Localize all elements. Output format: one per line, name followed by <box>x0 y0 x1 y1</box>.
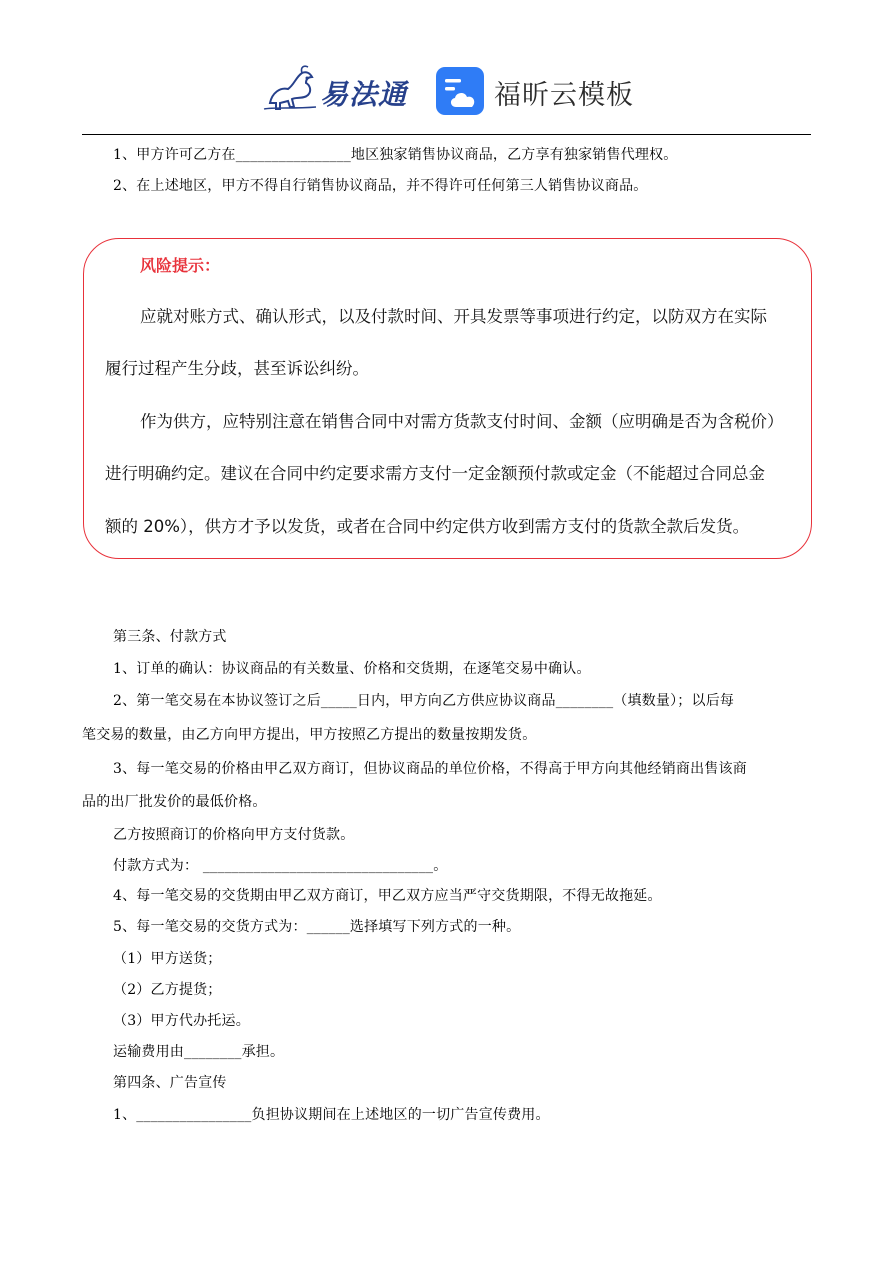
clause-line: 1、订单的确认：协议商品的有关数量、价格和交货期，在逐笔交易中确认。 <box>113 661 591 677</box>
clause-line: 1、________________负担协议期间在上述地区的一切广告宣传费用。 <box>113 1107 550 1123</box>
section-heading: 第四条、广告宣传 <box>113 1075 227 1091</box>
qilin-icon <box>262 63 320 113</box>
risk-notice-line: 履行过程产生分歧，甚至诉讼纠纷。 <box>105 359 369 378</box>
yifatong-logo-text: 易法通 <box>320 78 408 111</box>
risk-notice-line: 应就对账方式、确认形式，以及付款时间、开具发票等事项进行约定，以防双方在实际 <box>140 307 767 326</box>
risk-notice-line: 额的 20%），供方才予以发货，或者在合同中约定供方收到需方支付的货款全款后发货。 <box>105 517 750 536</box>
clause-line: 1、甲方许可乙方在________________地区独家销售协议商品，乙方享有独家销售代理权。 <box>113 147 678 163</box>
clause-line: 3、每一笔交易的价格由甲乙双方商订，但协议商品的单位价格，不得高于甲方向其他经销商出售该商 <box>113 761 747 777</box>
clause-line: 运输费用由________承担。 <box>113 1044 285 1060</box>
yifatong-logo <box>262 63 417 113</box>
foxit-cloud-icon <box>436 67 484 115</box>
risk-notice-line: 作为供方，应特别注意在销售合同中对需方货款支付时间、金额（应明确是否为含税价） <box>140 412 784 431</box>
clause-line: 4、每一笔交易的交货期由甲乙双方商订，甲乙双方应当严守交货期限，不得无故拖延。 <box>113 888 662 904</box>
risk-notice-title: 风险提示： <box>140 256 221 275</box>
clause-line: 笔交易的数量，由乙方向甲方提出，甲方按照乙方提出的数量按期发货。 <box>82 727 537 743</box>
clause-line: 品的出厂批发价的最低价格。 <box>82 794 267 810</box>
risk-notice-line: 进行明确约定。建议在合同中约定要求需方支付一定金额预付款或定金（不能超过合同总金 <box>105 464 765 483</box>
clause-line: 2、第一笔交易在本协议签订之后_____日内，甲方向乙方供应协议商品________（填数量）；以后每 <box>113 693 735 709</box>
header-divider <box>82 134 811 135</box>
section-heading: 第三条、付款方式 <box>113 629 227 645</box>
option-line: （1）甲方送货； <box>113 951 222 967</box>
option-line: （3）甲方代办托运。 <box>113 1013 250 1029</box>
option-line: （2）乙方提货； <box>113 982 222 998</box>
clause-line: 乙方按照商订的价格向甲方支付货款。 <box>113 827 355 843</box>
clause-line: 2、在上述地区，甲方不得自行销售协议商品，并不得许可任何第三人销售协议商品。 <box>113 178 648 194</box>
risk-notice-box <box>83 238 812 559</box>
clause-line: 5、每一笔交易的交货方式为：______选择填写下列方式的一种。 <box>113 919 521 935</box>
foxit-template-logo-text: 福昕云模板 <box>494 80 634 111</box>
page-header <box>0 55 893 125</box>
payment-method-line: 付款方式为： ________________________________。 <box>113 858 448 874</box>
